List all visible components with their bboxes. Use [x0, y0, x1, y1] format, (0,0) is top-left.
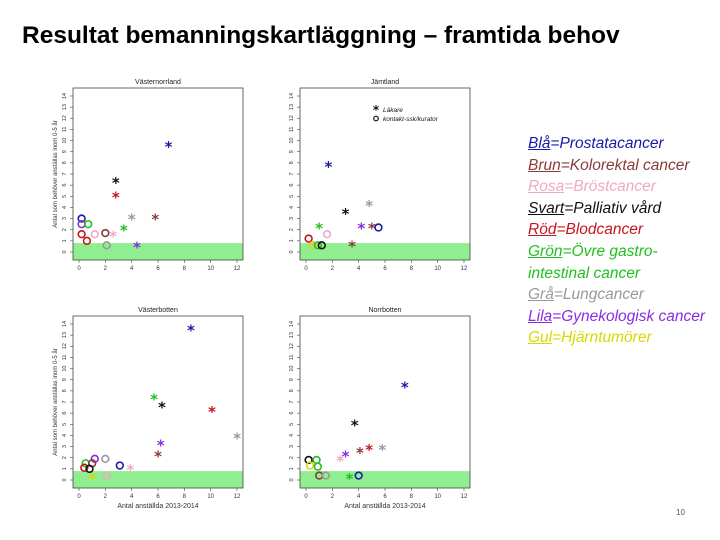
y-axis-label: Antal som behöver anställas inom 0-5 år [53, 120, 59, 228]
data-point-star: * [154, 447, 162, 466]
data-point-circle [314, 463, 321, 470]
data-point-star: * [156, 436, 165, 455]
y-tick-label: 5 [62, 194, 68, 198]
x-tick-label: 2 [103, 266, 108, 272]
y-tick-label: 0 [62, 478, 68, 482]
x-tick-label: 4 [356, 494, 361, 500]
y-tick-label: 5 [289, 422, 295, 426]
legend-desc: =Gynekologisk cancer [552, 307, 706, 325]
y-tick-label: 9 [62, 150, 68, 154]
y-tick-label: 5 [62, 422, 68, 426]
legend-item [528, 219, 708, 241]
x-tick-label: 8 [409, 494, 414, 500]
x-tick-label: 8 [409, 266, 414, 272]
scatter-panel [52, 79, 243, 272]
legend-term: Svart [528, 199, 565, 217]
x-tick-label: 12 [233, 266, 241, 272]
x-tick-label: 6 [156, 494, 160, 500]
x-tick-label: 10 [207, 266, 215, 272]
data-point-star: * [309, 237, 318, 256]
y-tick-label: 8 [289, 389, 295, 393]
y-tick-label: 0 [289, 250, 295, 254]
y-tick-label: 10 [62, 137, 68, 144]
x-tick-label: 4 [129, 494, 134, 500]
data-point-star: * [345, 469, 354, 488]
data-point-circle [78, 231, 85, 238]
data-point-star: * [111, 188, 120, 207]
x-tick-label: 10 [434, 266, 442, 272]
page-number: 10 [676, 508, 685, 517]
y-tick-label: 10 [289, 365, 295, 372]
data-point-star: * [357, 219, 366, 238]
legend-item [528, 241, 708, 284]
x-tick-label: 0 [304, 494, 308, 500]
data-point-star: * [126, 460, 135, 479]
legend-desc: =Övre gastro-intestinal cancer [528, 242, 658, 282]
y-tick-label: 11 [62, 354, 68, 361]
y-tick-label: 2 [62, 456, 68, 460]
data-point-star: * [350, 416, 359, 435]
x-tick-label: 2 [330, 266, 335, 272]
x-tick-label: 8 [182, 494, 187, 500]
data-point-circle [116, 462, 123, 469]
y-tick-label: 8 [62, 161, 68, 165]
y-tick-label: 12 [62, 115, 68, 122]
legend-term: Gul [528, 329, 553, 347]
x-tick-label: 12 [233, 494, 241, 500]
data-point-star: * [378, 440, 387, 459]
data-point-circle [102, 455, 109, 462]
legend-item [528, 327, 708, 349]
y-tick-label: 7 [62, 400, 68, 404]
y-tick-label: 8 [62, 389, 68, 393]
y-tick-label: 2 [289, 456, 295, 460]
target-band [73, 243, 243, 260]
y-tick-label: 4 [289, 433, 295, 437]
y-tick-label: 13 [289, 332, 295, 339]
y-tick-label: 8 [289, 161, 295, 165]
y-tick-label: 1 [62, 467, 68, 471]
legend-desc: =Palliativ vård [564, 199, 662, 217]
x-tick-label: 10 [207, 494, 215, 500]
legend-star-marker: * [372, 103, 380, 117]
data-point-circle [102, 230, 109, 237]
y-tick-label: 6 [62, 411, 68, 415]
data-point-star: * [150, 390, 158, 409]
page-title: Resultat bemanningskartläggning – framtida behov [22, 22, 620, 49]
legend-desc: =Lungcancer [553, 286, 644, 304]
x-tick-label: 0 [77, 494, 81, 500]
data-point-star: * [400, 378, 409, 397]
y-tick-label: 6 [289, 411, 295, 415]
data-point-circle [313, 457, 320, 464]
y-tick-label: 6 [62, 183, 68, 187]
scatter-panel [52, 307, 243, 510]
data-point-star: * [109, 227, 118, 246]
legend-entry-label: Läkare [383, 107, 403, 114]
legend-item [528, 306, 708, 328]
data-point-circle [324, 231, 331, 238]
panel-title: Jämtland [370, 79, 400, 86]
legend-item [528, 198, 708, 220]
data-point-star: * [186, 321, 195, 340]
y-tick-label: 1 [289, 239, 295, 243]
data-point-star: * [324, 158, 333, 177]
x-tick-label: 4 [129, 266, 134, 272]
color-legend [528, 133, 708, 349]
panel-title: Västernorrland [135, 79, 181, 86]
y-tick-label: 7 [289, 400, 295, 404]
y-tick-label: 12 [289, 115, 295, 122]
data-point-circle [91, 231, 98, 238]
legend-desc: =Prostatacancer [550, 135, 664, 152]
data-point-star: * [365, 440, 374, 459]
y-tick-label: 11 [289, 126, 295, 133]
y-tick-label: 0 [289, 478, 295, 482]
y-tick-label: 13 [62, 332, 68, 339]
legend-term: Blå [528, 135, 551, 152]
x-axis-label: Antal anställda 2013-2014 [117, 503, 199, 510]
x-tick-label: 0 [77, 266, 81, 272]
y-tick-label: 0 [62, 250, 68, 254]
y-tick-label: 2 [62, 228, 68, 232]
panel-title: Västerbotten [138, 307, 178, 314]
y-tick-label: 7 [62, 172, 68, 176]
x-tick-label: 2 [103, 494, 108, 500]
y-tick-label: 9 [289, 150, 295, 154]
legend-term: Röd [528, 221, 557, 239]
legend-entry-label: kontakt-ssk/kurator [383, 116, 438, 123]
data-point-star: * [88, 469, 97, 488]
legend-term: Lila [528, 307, 553, 325]
data-point-star: * [341, 447, 350, 466]
y-tick-label: 4 [62, 433, 68, 437]
plot-frame [300, 316, 470, 488]
legend-item [528, 133, 708, 155]
data-point-circle [85, 221, 92, 228]
y-tick-label: 3 [289, 217, 295, 221]
y-tick-label: 13 [62, 104, 68, 111]
target-band [73, 471, 243, 488]
data-point-star: * [151, 210, 160, 229]
legend-desc: =Hjärntumörer [552, 329, 652, 347]
y-tick-label: 13 [289, 104, 295, 111]
x-tick-label: 6 [383, 494, 387, 500]
data-point-star: * [164, 138, 173, 157]
x-tick-label: 12 [460, 266, 468, 272]
legend-item [528, 176, 708, 198]
data-point-star: * [127, 210, 136, 229]
legend-desc: =Bröstcancer [564, 178, 656, 196]
y-tick-label: 5 [289, 194, 295, 198]
data-point-star: * [208, 402, 216, 421]
data-point-star: * [111, 173, 120, 192]
y-tick-label: 10 [289, 137, 295, 144]
legend-item [528, 155, 708, 177]
data-point-star: * [158, 398, 166, 417]
data-point-star: * [119, 221, 128, 240]
y-tick-label: 14 [289, 92, 295, 100]
y-tick-label: 3 [62, 445, 68, 449]
y-axis-label: Antal som behöver anställas inom 0-5 år [53, 348, 59, 456]
y-tick-label: 4 [289, 205, 295, 209]
x-tick-label: 12 [460, 494, 468, 500]
x-axis-label: Antal anställda 2013-2014 [344, 503, 426, 510]
y-tick-label: 14 [62, 92, 68, 100]
data-point-star: * [341, 205, 350, 223]
y-tick-label: 3 [62, 217, 68, 221]
y-tick-label: 9 [62, 378, 68, 382]
scatter-panel [289, 307, 470, 510]
scatter-panel [289, 79, 470, 272]
data-point-star: * [233, 429, 241, 448]
legend-term: Grå [528, 286, 554, 304]
y-tick-label: 10 [62, 365, 68, 372]
y-tick-label: 3 [289, 445, 295, 449]
y-tick-label: 11 [62, 126, 68, 133]
data-point-star: * [356, 444, 364, 463]
legend-desc: =Kolorektal cancer [560, 156, 690, 174]
x-tick-label: 10 [434, 494, 442, 500]
legend-item [528, 284, 708, 306]
x-tick-label: 6 [156, 266, 160, 272]
y-tick-label: 12 [62, 343, 68, 350]
y-tick-label: 12 [289, 343, 295, 350]
y-tick-label: 1 [62, 239, 68, 243]
data-point-star: * [315, 219, 324, 238]
data-point-star: * [133, 238, 141, 257]
legend-term: Brun [528, 156, 561, 174]
legend-term: Rosa [528, 178, 565, 196]
panel-title: Norrbotten [368, 307, 402, 314]
x-tick-label: 4 [356, 266, 361, 272]
x-tick-label: 6 [383, 266, 387, 272]
data-point-circle [375, 224, 382, 231]
y-tick-label: 9 [289, 378, 295, 382]
legend-term: Grön [528, 242, 563, 260]
y-tick-label: 2 [289, 228, 295, 232]
y-tick-label: 4 [62, 205, 68, 209]
data-point-star: * [365, 197, 374, 216]
data-point-star: * [336, 451, 345, 470]
data-point-star: * [367, 219, 376, 238]
y-tick-label: 1 [289, 467, 295, 471]
data-point-star: * [348, 237, 357, 256]
legend-desc: =Blodcancer [556, 221, 644, 239]
y-tick-label: 14 [289, 320, 295, 328]
y-tick-label: 11 [289, 354, 295, 361]
x-tick-label: 2 [330, 494, 335, 500]
x-tick-label: 8 [182, 266, 187, 272]
y-tick-label: 7 [289, 172, 295, 176]
y-tick-label: 14 [62, 320, 68, 328]
y-tick-label: 6 [289, 183, 295, 187]
x-tick-label: 0 [304, 266, 308, 272]
